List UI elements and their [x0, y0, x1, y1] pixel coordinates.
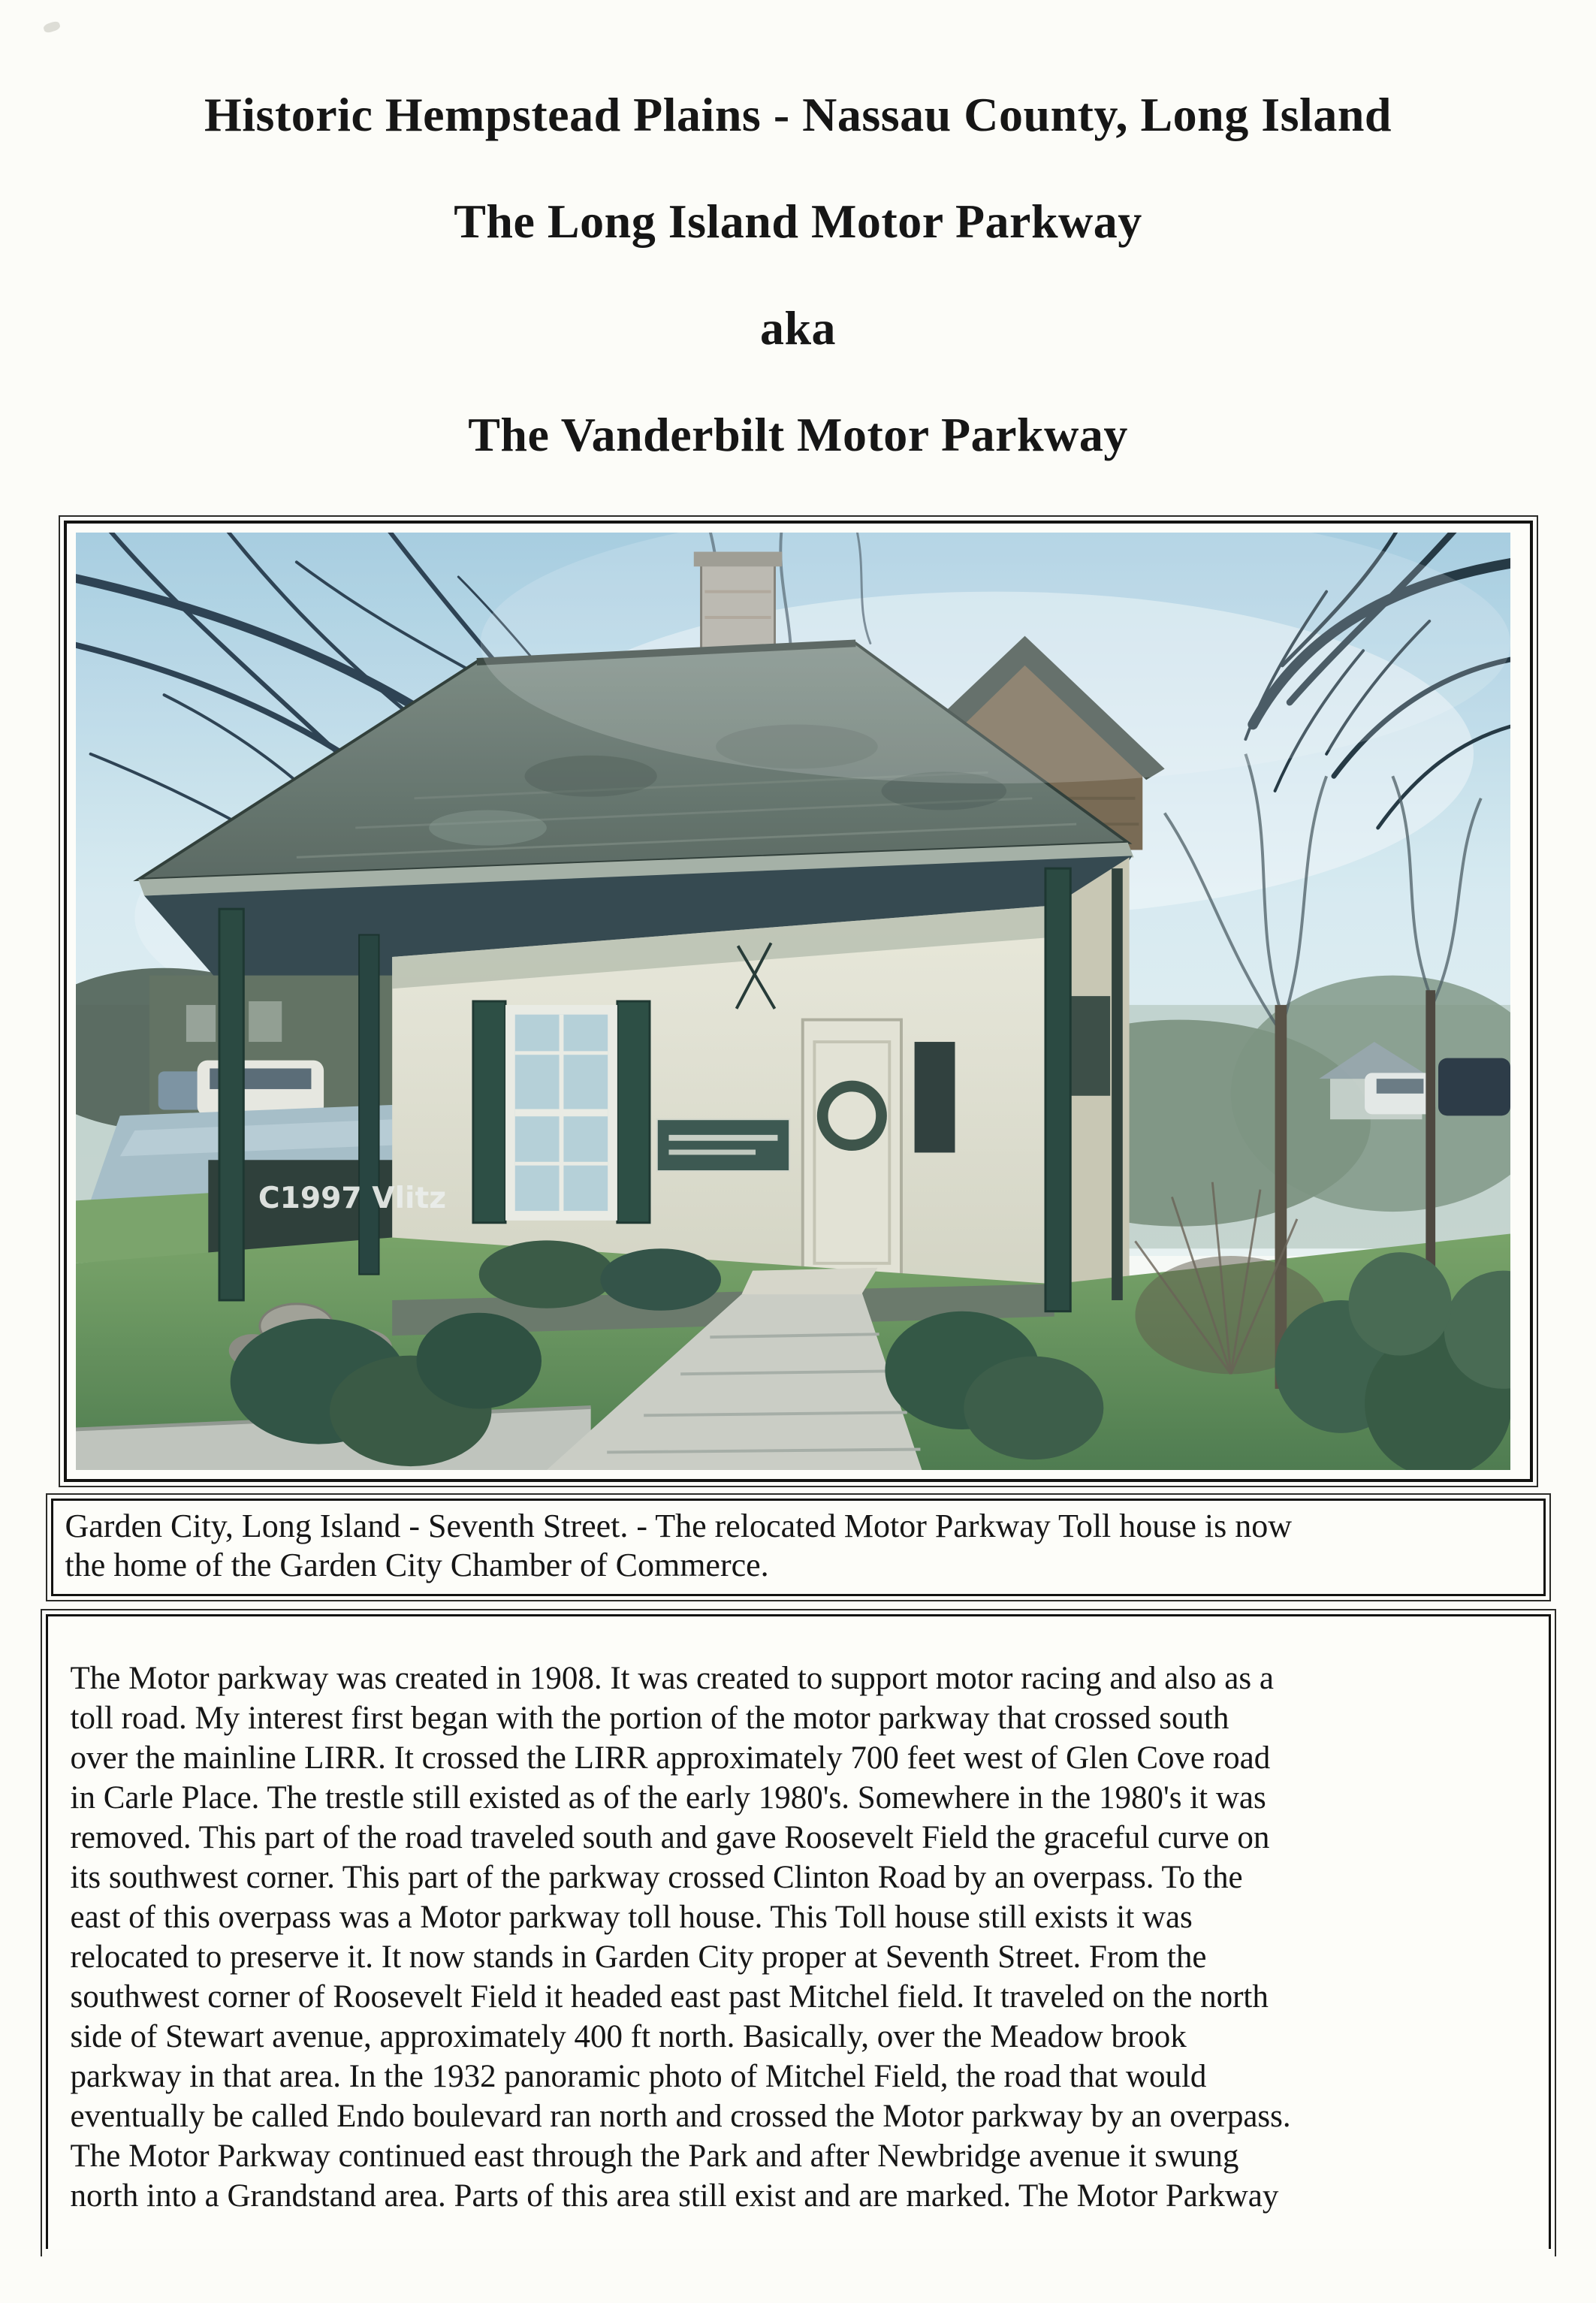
body-text-line: in Carle Place. The trestle still existed as of the early 1980's. Somewhere in the 1980's it was: [70, 1780, 1266, 1816]
photo-watermark: C1997 Vlitz: [258, 1182, 446, 1216]
body-text-line: over the mainline LIRR. It crossed the LIRR approximately 700 feet west of Glen Cove road: [70, 1740, 1271, 1776]
body-text-line: side of Stewart avenue, approximately 400 ft north. Basically, over the Meadow brook: [70, 2019, 1187, 2054]
body-text-line: The Motor parkway was created in 1908. It was created to support motor racing and also as a: [70, 1661, 1274, 1696]
subtitle-aka: aka: [759, 301, 837, 355]
body-text-line: eventually be called Endo boulevard ran north and crossed the Motor parkway by an overpass.: [70, 2099, 1291, 2134]
body-text-line: removed. This part of the road traveled south and gave Roosevelt Field the graceful curve on: [70, 1820, 1270, 1855]
body-text-line: relocated to preserve it. It now stands in Garden City proper at Seventh Street. From the: [70, 1939, 1207, 1975]
page-title: Historic Hempstead Plains - Nassau County, Long Island: [204, 88, 1392, 141]
body-text-line: southwest corner of Roosevelt Field it headed east past Mitchel field. It traveled on the north: [70, 1979, 1269, 2015]
body-text-box: [41, 1609, 1556, 2256]
caption-box: [46, 1493, 1551, 1601]
body-text-line: its southwest corner. This part of the parkway crossed Clinton Road by an overpass. To the: [70, 1860, 1243, 1895]
body-text-line: The Motor Parkway continued east through the Park and after Newbridge avenue it swung: [70, 2138, 1239, 2174]
subtitle-vanderbilt: The Vanderbilt Motor Parkway: [468, 408, 1128, 461]
scan-artifact: [43, 20, 62, 34]
subtitle-parkway: The Long Island Motor Parkway: [454, 195, 1142, 248]
body-text-line: east of this overpass was a Motor parkway toll house. This Toll house still exists it was: [70, 1900, 1193, 1935]
body-text-line: parkway in that area. In the 1932 panoramic photo of Mitchel Field, the road that would: [70, 2059, 1207, 2094]
toll-house-photo: [76, 533, 1510, 1470]
body-text-line: north into a Grandstand area. Parts of this area still exist and are marked. The Motor Parkway: [70, 2178, 1279, 2214]
caption-line: Garden City, Long Island - Seventh Street. - The relocated Motor Parkway Toll house is now: [65, 1508, 1293, 1544]
caption-line: the home of the Garden City Chamber of Commerce.: [65, 1547, 769, 1583]
photo-frame: [59, 515, 1538, 1487]
body-text-line: toll road. My interest first began with the portion of the motor parkway that crossed south: [70, 1701, 1229, 1736]
